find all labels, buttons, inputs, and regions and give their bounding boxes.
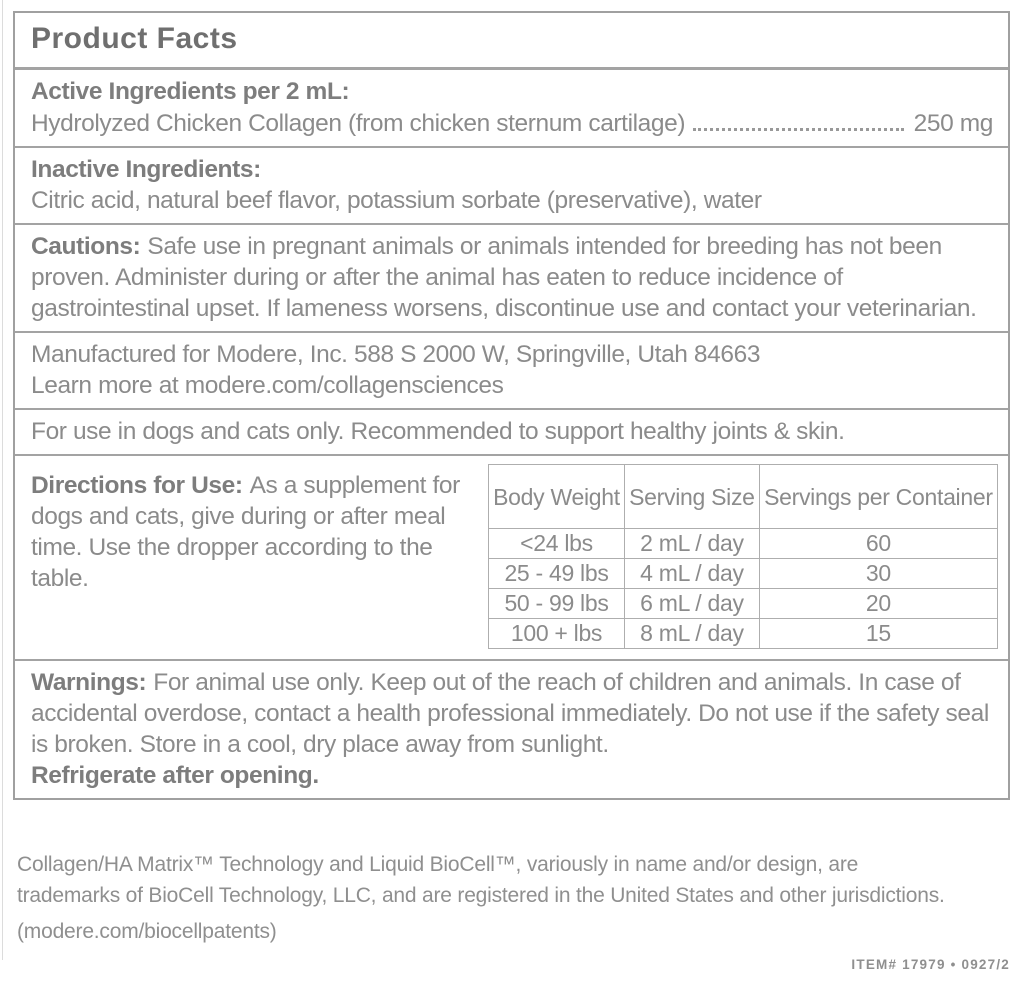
dot-leader <box>693 107 904 131</box>
directions-text: As a supplement for dogs and cats, give during or after meal time. Use the dropper according to the table. <box>31 472 460 592</box>
use-statement-text: For use in dogs and cats only. Recommended to support healthy joints & skin. <box>31 418 845 445</box>
active-ingredients-heading: Active Ingredients per 2 mL: <box>31 78 350 105</box>
cell-serving-size: 2 mL / day <box>624 529 759 559</box>
directions-text-block <box>31 464 476 649</box>
panel-title: Product Facts <box>31 22 238 55</box>
product-facts-panel <box>13 11 1010 800</box>
trademark-statement: Collagen/HA Matrix™ Technology and Liquid BioCell™, variously in name and/or design, are trademarks of BioCell Technology, LLC, and are registered in the United States and other jurisdictions. <box>17 853 945 907</box>
active-ingredient-row <box>31 107 993 139</box>
warnings-paragraph <box>31 667 993 760</box>
cautions-section <box>15 225 1008 331</box>
refrigerate-notice: Refrigerate after opening. <box>31 762 319 789</box>
column-header-servings-per-container: Servings per Container <box>759 465 997 529</box>
cell-body-weight: 25 - 49 lbs <box>489 559 625 589</box>
cell-serving-size: 8 mL / day <box>624 619 759 649</box>
table-row <box>489 619 998 649</box>
manufacturer-section <box>15 333 1008 408</box>
cell-serving-size: 6 mL / day <box>624 589 759 619</box>
directions-paragraph <box>31 470 476 594</box>
manufacturer-address: Manufactured for Modere, Inc. 588 S 2000 W, Springville, Utah 84663 <box>31 341 761 368</box>
serving-size-table <box>488 464 998 649</box>
column-header-serving-size: Serving Size <box>624 465 759 529</box>
use-statement-section <box>15 410 1008 454</box>
warnings-section <box>15 661 1008 798</box>
cell-servings: 15 <box>759 619 997 649</box>
panel-header <box>15 13 1008 67</box>
directions-heading: Directions for Use: <box>31 472 243 499</box>
patents-url: (modere.com/biocellpatents) <box>17 920 277 943</box>
table-row <box>489 559 998 589</box>
column-header-body-weight: Body Weight <box>489 465 625 529</box>
inactive-ingredients-text: Citric acid, natural beef flavor, potassium sorbate (preservative), water <box>31 187 762 214</box>
cell-serving-size: 4 mL / day <box>624 559 759 589</box>
cell-body-weight: 100 + lbs <box>489 619 625 649</box>
table-header-row <box>489 465 998 529</box>
scan-edge-artifact <box>2 0 3 960</box>
table-row <box>489 529 998 559</box>
inactive-ingredients-heading: Inactive Ingredients: <box>31 156 261 183</box>
cautions-paragraph <box>31 231 993 324</box>
active-ingredient-name: Hydrolyzed Chicken Collagen (from chicken sternum cartilage) <box>31 110 686 137</box>
cell-body-weight: <24 lbs <box>489 529 625 559</box>
cautions-text: Safe use in pregnant animals or animals intended for breeding has not been proven. Administer during or after the animal has eaten to reduce incidence of gastrointestinal upset. If lameness worsens, discontinue use and contact your veterinarian. <box>31 233 977 322</box>
warnings-heading: Warnings: <box>31 669 147 696</box>
directions-section <box>15 456 1008 659</box>
inactive-ingredients-section <box>15 148 1008 223</box>
table-row <box>489 589 998 619</box>
manufacturer-url: Learn more at modere.com/collagensciences <box>31 372 504 399</box>
cell-servings: 20 <box>759 589 997 619</box>
item-number: ITEM# 17979 • 0927/2 <box>851 957 1010 972</box>
active-ingredients-section <box>15 70 1008 146</box>
active-ingredient-amount: 250 mg <box>913 110 993 137</box>
cell-body-weight: 50 - 99 lbs <box>489 589 625 619</box>
cell-servings: 30 <box>759 559 997 589</box>
warnings-text: For animal use only. Keep out of the reach of children and animals. In case of accidental overdose, contact a health professional immediately. Do not use if the safety seal is broken. Store in a cool, dry place away from sunlight. <box>31 669 989 758</box>
cell-servings: 60 <box>759 529 997 559</box>
cautions-heading: Cautions: <box>31 233 141 260</box>
